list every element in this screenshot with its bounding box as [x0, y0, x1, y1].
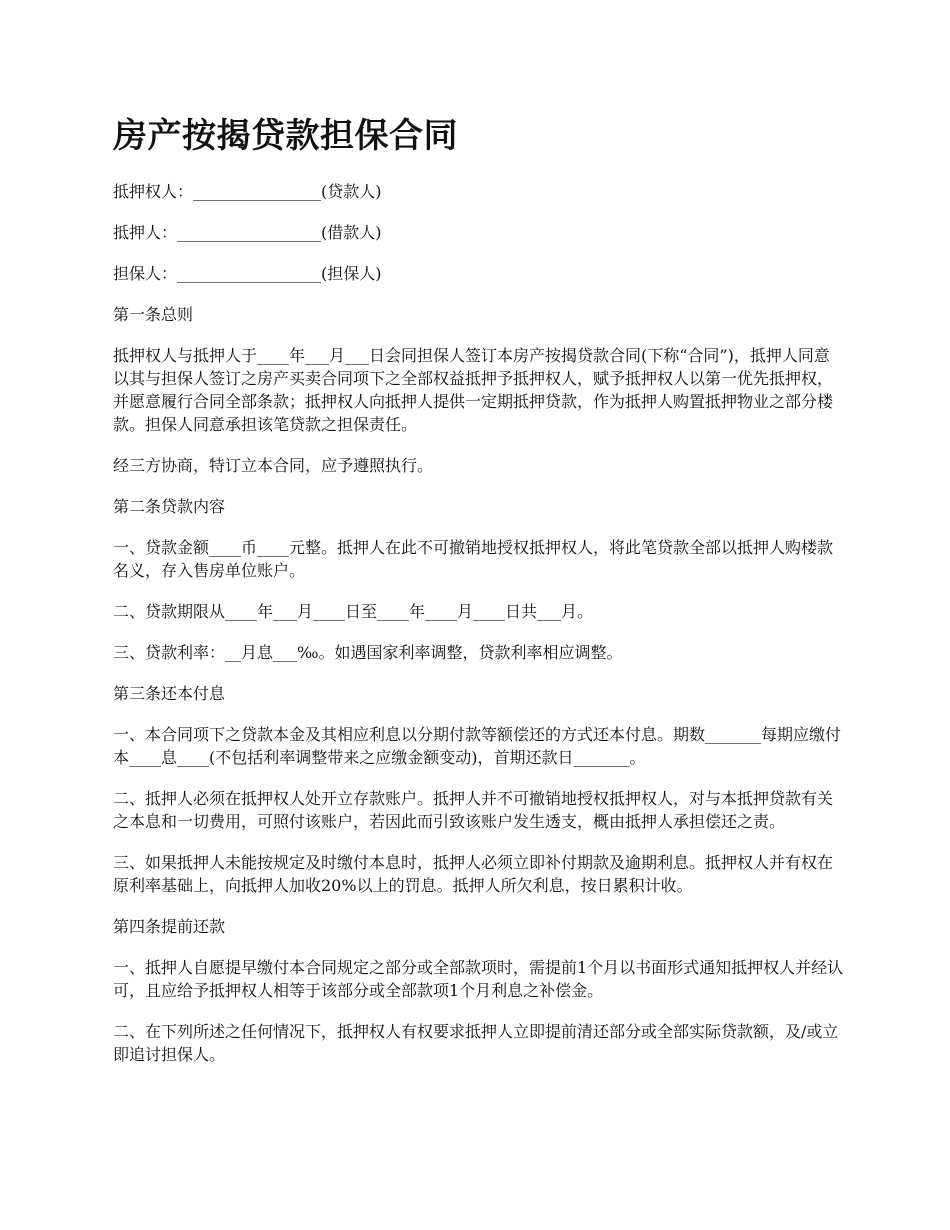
- section-2-paragraph-2: 二、贷款期限从____年___月____日至____年____月____日共___月。: [113, 602, 594, 621]
- document-title: 房产按揭贷款担保合同: [113, 116, 458, 156]
- section-heading-3: 第三条还本付息: [113, 684, 226, 703]
- section-2-paragraph-3: 三、贷款利率：__月息___‰。如遇国家利率调整，贷款利率相应调整。: [113, 643, 623, 662]
- section-3-paragraph-2: 二、抵押人必须在抵押权人处开立存款账户。抵押人并不可撤销地授权抵押权人，对与本抵押贷款有关之本息和一切费用，可照付该账户，若因此而引致该账户发生透支，概由抵押人承担偿还之责。: [113, 789, 834, 831]
- section-4-paragraph-1: 一、抵押人自愿提早缴付本合同规定之部分或全部款项时，需提前1个月以书面形式通知抵押权人并经认可，且应给予抵押权人相等于该部分或全部款项1个月利息之补偿金。: [113, 958, 844, 1000]
- section-3-paragraph-1: 一、本合同项下之贷款本金及其相应利息以分期付款等额偿还的方式还本付息。期数_______每期应缴付本____息____(不包括利率调整带来之应缴金额变动)，首期还款日_______。: [113, 725, 842, 767]
- party-mortgagor: 抵押人：__________________(借款人): [113, 223, 382, 242]
- document-page: [113, 112, 845, 1084]
- section-heading-4: 第四条提前还款: [113, 917, 226, 936]
- party-guarantor: 担保人：__________________(担保人): [113, 264, 382, 283]
- section-1-paragraph-2: 经三方协商，特订立本合同，应予遵照执行。: [113, 456, 434, 475]
- section-heading-2: 第二条贷款内容: [113, 497, 226, 516]
- section-1-paragraph-1: 抵押权人与抵押人于____年___月___日会同担保人签订本房产按揭贷款合同(下称“合同”)，抵押人同意以其与担保人签订之房产买卖合同项下之全部权益抵押予抵押权人，赋予抵押权人以第一优先抵押权，并愿意履行合同全部条款；抵押权人向抵押人提供一定期抵押贷款，作为抵押人购置抵押物业之部分楼款。担保人同意承担该笔贷款之担保责任。: [113, 346, 834, 434]
- section-3-paragraph-3: 三、如果抵押人未能按规定及时缴付本息时，抵押人必须立即补付期款及逾期利息。抵押权人并有权在原利率基础上，向抵押人加收20%以上的罚息。抵押人所欠利息，按日累积计收。: [113, 853, 834, 895]
- section-4-paragraph-2: 二、在下列所述之任何情况下，抵押权人有权要求抵押人立即提前清还部分或全部实际贷款额，及/或立即追讨担保人。: [113, 1022, 839, 1064]
- section-heading-1: 第一条总则: [113, 305, 194, 324]
- section-2-paragraph-1: 一、贷款金额____币____元整。抵押人在此不可撤销地授权抵押权人，将此笔贷款全部以抵押人购楼款名义，存入售房单位账户。: [113, 538, 834, 580]
- party-mortgagee: 抵押权人：________________(贷款人): [113, 182, 382, 201]
